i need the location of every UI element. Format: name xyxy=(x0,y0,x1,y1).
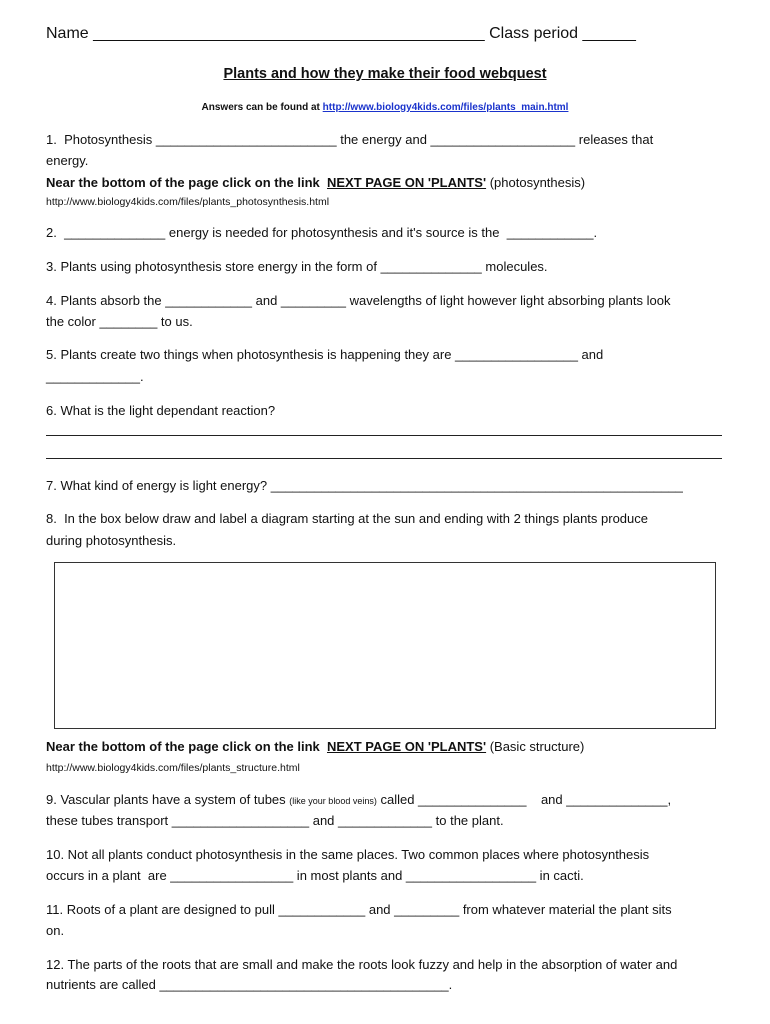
page-title: Plants and how they make their food webquest xyxy=(223,66,547,82)
q10-line1: 10. Not all plants conduct photosynthesis in the same places. Two common places where photosynthesis xyxy=(46,847,650,862)
nav1-instruction xyxy=(46,173,724,193)
source-line xyxy=(0,98,770,118)
nav1-url: http://www.biology4kids.com/files/plants_photosynthesis.html xyxy=(46,196,330,208)
nav2-instruction xyxy=(46,737,724,757)
q5-line2: _____________. xyxy=(46,369,144,384)
nav2-suffix: (Basic structure) xyxy=(489,739,585,754)
q5-line1: 5. Plants create two things when photosynthesis is happening they are _________________ and xyxy=(46,347,604,362)
q9-line2: these tubes transport ___________________ and _____________ to the plant. xyxy=(46,813,504,828)
q6-answer-line-1[interactable] xyxy=(46,435,722,436)
nav2-prefix: Near the bottom of the page click on the link xyxy=(46,739,320,754)
q8-line2: during photosynthesis. xyxy=(46,533,177,548)
period-label: Class period xyxy=(489,25,579,42)
q4-line1: 4. Plants absorb the ____________ and _________ wavelengths of light however light absorbing plants look xyxy=(46,293,671,308)
q11-line1: 11. Roots of a plant are designed to pull ____________ and _________ from whatever material the plant sits xyxy=(46,902,672,917)
q12-line1: 12. The parts of the roots that are small and make the roots look fuzzy and help in the absorption of water and xyxy=(46,957,678,972)
name-label: Name xyxy=(46,25,89,42)
q7-line: 7. What kind of energy is light energy? _________________________________________________________ xyxy=(46,478,683,493)
nav2-url: http://www.biology4kids.com/files/plants_structure.html xyxy=(46,762,300,774)
q6-answer-line-2[interactable] xyxy=(46,458,722,459)
q10-line2: occurs in a plant are _________________ in most plants and __________________ in cacti. xyxy=(46,868,584,883)
q9-small-note: (like your blood veins) xyxy=(289,796,377,806)
q3-line: 3. Plants using photosynthesis store energy in the form of ______________ molecules. xyxy=(46,259,548,274)
q1-line2: energy. xyxy=(46,153,89,168)
nav1-link[interactable]: NEXT PAGE ON 'PLANTS' xyxy=(327,175,487,190)
q4-line2: the color ________ to us. xyxy=(46,314,193,329)
q12-line2: nutrients are called ________________________________________. xyxy=(46,977,453,992)
diagram-drawing-box[interactable] xyxy=(54,562,716,729)
q9-text-b: called _______________ and ______________, xyxy=(380,792,672,807)
q2-line: 2. ______________ energy is needed for photosynthesis and it's source is the ____________. xyxy=(46,225,598,240)
source-link[interactable]: http://www.biology4kids.com/files/plants_main.html xyxy=(322,102,569,113)
q8-line1: 8. In the box below draw and label a diagram starting at the sun and ending with 2 things plants produce xyxy=(46,511,648,526)
name-line xyxy=(46,24,724,44)
q6-line: 6. What is the light dependant reaction? xyxy=(46,403,276,418)
name-blank[interactable]: ____________________________________________ xyxy=(93,25,485,42)
source-label: Answers can be found at xyxy=(201,102,320,113)
nav2-link[interactable]: NEXT PAGE ON 'PLANTS' xyxy=(327,739,487,754)
period-blank[interactable]: ______ xyxy=(582,25,636,42)
nav1-prefix: Near the bottom of the page click on the link xyxy=(46,175,320,190)
nav1-suffix: (photosynthesis) xyxy=(489,175,586,190)
q9-text-a: 9. Vascular plants have a system of tubes xyxy=(46,792,286,807)
q11-line2: on. xyxy=(46,923,65,938)
q9-line1 xyxy=(46,790,724,811)
q1-line1: 1. Photosynthesis _________________________ the energy and ____________________ releases that xyxy=(46,132,654,147)
